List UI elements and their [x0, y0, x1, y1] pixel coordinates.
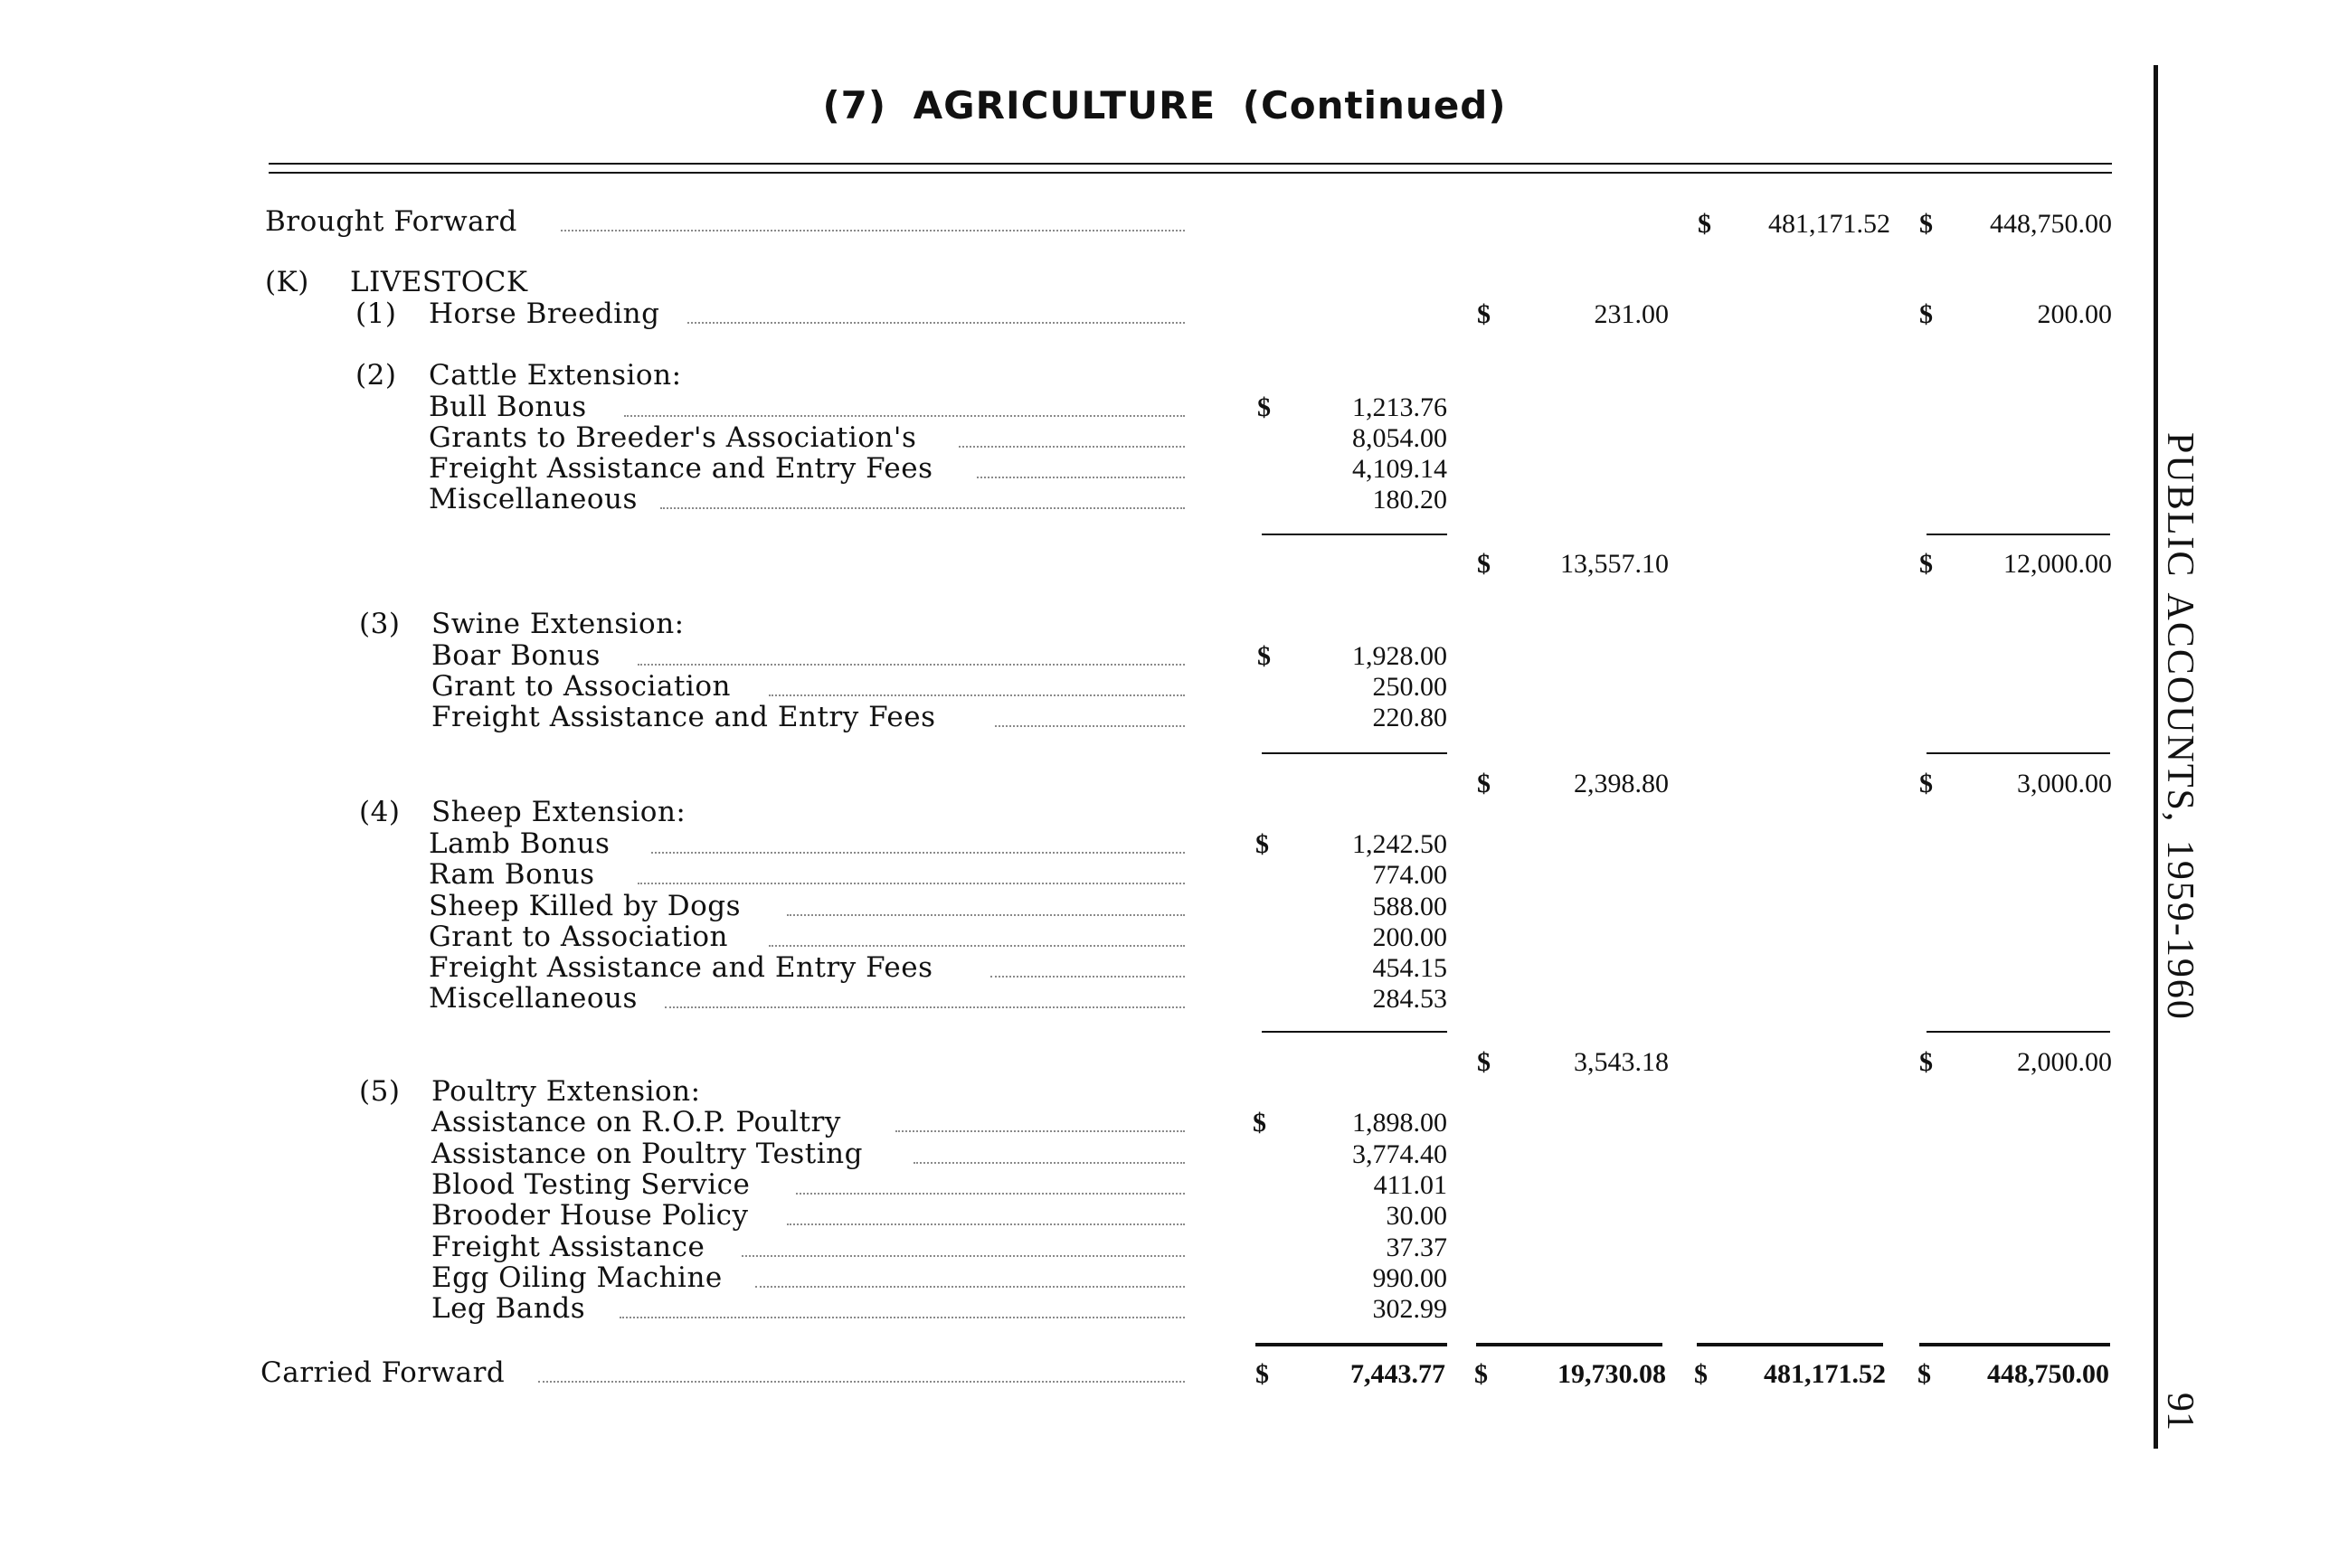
leader-dots — [959, 446, 1185, 448]
line-item-amount: 1,242.50 — [1352, 829, 1447, 859]
total-rule — [1919, 1343, 2110, 1346]
carried-forward-col2: 19,730.08 — [1557, 1359, 1666, 1389]
line-item-label: Grant to Association — [429, 921, 728, 953]
currency-sign: $ — [1257, 641, 1271, 671]
currency-sign: $ — [1477, 299, 1491, 329]
currency-sign: $ — [1255, 829, 1269, 859]
carried-forward-col3: 481,171.52 — [1764, 1359, 1886, 1389]
line-item-label: Freight Assistance and Entry Fees — [429, 951, 933, 984]
currency-sign: $ — [1253, 1108, 1266, 1138]
brought-forward-col3: 481,171.52 — [1768, 209, 1890, 239]
carried-forward-label: Carried Forward — [260, 1356, 506, 1389]
line-item-label: Grants to Breeder's Association's — [429, 421, 917, 454]
leader-dots — [687, 322, 1185, 324]
total-rule — [1255, 1343, 1447, 1346]
line-item-amount: 1,898.00 — [1352, 1108, 1447, 1138]
total-rule — [1697, 1343, 1883, 1346]
item-number: (2) — [355, 359, 397, 392]
item-number: (5) — [359, 1075, 401, 1108]
line-item-amount: 8,054.00 — [1352, 423, 1447, 453]
subtotal-rule — [1262, 752, 1447, 754]
cattle-extension-col2: 13,557.10 — [1560, 549, 1669, 579]
leader-dots — [769, 945, 1185, 947]
leader-dots — [787, 1223, 1185, 1225]
currency-sign: $ — [1257, 392, 1271, 422]
line-item-label: Lamb Bonus — [429, 827, 611, 860]
leader-dots — [742, 1255, 1185, 1257]
leader-dots — [914, 1162, 1185, 1164]
leader-dots — [620, 1317, 1185, 1318]
line-item-label: Egg Oiling Machine — [431, 1261, 723, 1294]
leader-dots — [665, 1006, 1185, 1008]
cattle-extension-heading: Cattle Extension: — [429, 359, 682, 392]
horse-breeding-col2: 231.00 — [1594, 299, 1669, 329]
line-item-amount: 3,774.40 — [1352, 1139, 1447, 1169]
leader-dots — [660, 507, 1185, 509]
leader-dots — [624, 415, 1185, 417]
line-item-label: Grant to Association — [431, 670, 731, 703]
currency-sign: $ — [1255, 1359, 1269, 1389]
line-item-amount: 990.00 — [1372, 1263, 1447, 1293]
swine-extension-col4: 3,000.00 — [2017, 769, 2112, 798]
leader-dots — [977, 477, 1185, 478]
subtotal-rule — [1262, 534, 1447, 535]
leader-dots — [538, 1381, 1185, 1383]
currency-sign: $ — [1698, 209, 1711, 239]
leader-dots — [796, 1193, 1185, 1195]
line-item-amount: 284.53 — [1372, 984, 1447, 1014]
carried-forward-col4: 448,750.00 — [1987, 1359, 2109, 1389]
line-item-amount: 37.37 — [1386, 1233, 1447, 1262]
currency-sign: $ — [1694, 1359, 1708, 1389]
line-item-label: Freight Assistance and Entry Fees — [429, 452, 933, 485]
section-name: LIVESTOCK — [350, 266, 528, 298]
line-item-amount: 30.00 — [1386, 1201, 1447, 1231]
cattle-extension-col4: 12,000.00 — [2003, 549, 2112, 579]
line-item-amount: 774.00 — [1372, 860, 1447, 890]
poultry-extension-heading: Poultry Extension: — [431, 1075, 701, 1108]
leader-dots — [651, 852, 1185, 854]
brought-forward-col4: 448,750.00 — [1990, 209, 2112, 239]
line-item-label: Blood Testing Service — [431, 1168, 751, 1201]
item-number: (3) — [359, 608, 401, 640]
currency-sign: $ — [1474, 1359, 1488, 1389]
line-item-label: Freight Assistance — [431, 1231, 705, 1263]
page-number: 91 — [2159, 1393, 2201, 1431]
line-item-amount: 4,109.14 — [1352, 454, 1447, 484]
swine-extension-col2: 2,398.80 — [1574, 769, 1669, 798]
line-item-label: Miscellaneous — [429, 982, 638, 1015]
page-title: (7) AGRICULTURE (Continued) — [822, 83, 1507, 128]
leader-dots — [638, 664, 1185, 666]
line-item-label: Miscellaneous — [429, 483, 638, 515]
leader-dots — [561, 230, 1185, 231]
line-item-amount: 180.20 — [1372, 485, 1447, 515]
carried-forward-col1: 7,443.77 — [1350, 1359, 1445, 1389]
line-item-label: Assistance on Poultry Testing — [431, 1138, 863, 1170]
leader-dots — [638, 883, 1185, 884]
leader-dots — [895, 1130, 1185, 1132]
line-item-label: Leg Bands — [431, 1292, 586, 1325]
line-item-amount: 250.00 — [1372, 672, 1447, 702]
currency-sign: $ — [1919, 549, 1933, 579]
item-number: (4) — [359, 796, 401, 828]
line-item-amount: 1,928.00 — [1352, 641, 1447, 671]
leader-dots — [755, 1286, 1185, 1288]
currency-sign: $ — [1477, 1047, 1491, 1077]
currency-sign: $ — [1917, 1359, 1931, 1389]
subtotal-rule — [1927, 534, 2110, 535]
subtotal-rule — [1927, 1031, 2110, 1033]
currency-sign: $ — [1477, 549, 1491, 579]
line-item-label: Sheep Killed by Dogs — [429, 890, 742, 922]
currency-sign: $ — [1477, 769, 1491, 798]
currency-sign: $ — [1919, 299, 1933, 329]
line-item-label: Bull Bonus — [429, 391, 587, 423]
header-rule-top — [269, 163, 2112, 165]
subtotal-rule — [1262, 1031, 1447, 1033]
currency-sign: $ — [1919, 769, 1933, 798]
item-number: (1) — [355, 298, 397, 330]
subtotal-rule — [1927, 752, 2110, 754]
line-item-amount: 200.00 — [1372, 922, 1447, 952]
line-item-amount: 220.80 — [1372, 703, 1447, 732]
leader-dots — [995, 725, 1185, 727]
swine-extension-heading: Swine Extension: — [431, 608, 685, 640]
sheep-extension-col2: 3,543.18 — [1574, 1047, 1669, 1077]
brought-forward-label: Brought Forward — [265, 205, 517, 238]
sheep-extension-heading: Sheep Extension: — [431, 796, 686, 828]
sheep-extension-col4: 2,000.00 — [2017, 1047, 2112, 1077]
horse-breeding-label: Horse Breeding — [429, 298, 660, 330]
section-code: (K) — [265, 266, 309, 298]
line-item-label: Assistance on R.O.P. Poultry — [431, 1106, 841, 1138]
line-item-amount: 302.99 — [1372, 1294, 1447, 1324]
header-rule-bottom — [269, 172, 2112, 174]
line-item-label: Brooder House Policy — [431, 1199, 749, 1232]
line-item-label: Ram Bonus — [429, 858, 595, 891]
horse-breeding-col4: 200.00 — [2037, 299, 2112, 329]
currency-sign: $ — [1919, 209, 1933, 239]
line-item-label: Freight Assistance and Entry Fees — [431, 701, 936, 733]
running-head: PUBLIC ACCOUNTS, 1959-1960 — [2159, 432, 2201, 1021]
total-rule — [1476, 1343, 1662, 1346]
leader-dots — [990, 976, 1185, 978]
leader-dots — [769, 694, 1185, 696]
line-item-amount: 411.01 — [1373, 1170, 1447, 1200]
line-item-amount: 1,213.76 — [1352, 392, 1447, 422]
line-item-label: Boar Bonus — [431, 639, 601, 672]
line-item-amount: 588.00 — [1372, 892, 1447, 921]
currency-sign: $ — [1919, 1047, 1933, 1077]
leader-dots — [787, 914, 1185, 916]
line-item-amount: 454.15 — [1372, 953, 1447, 983]
